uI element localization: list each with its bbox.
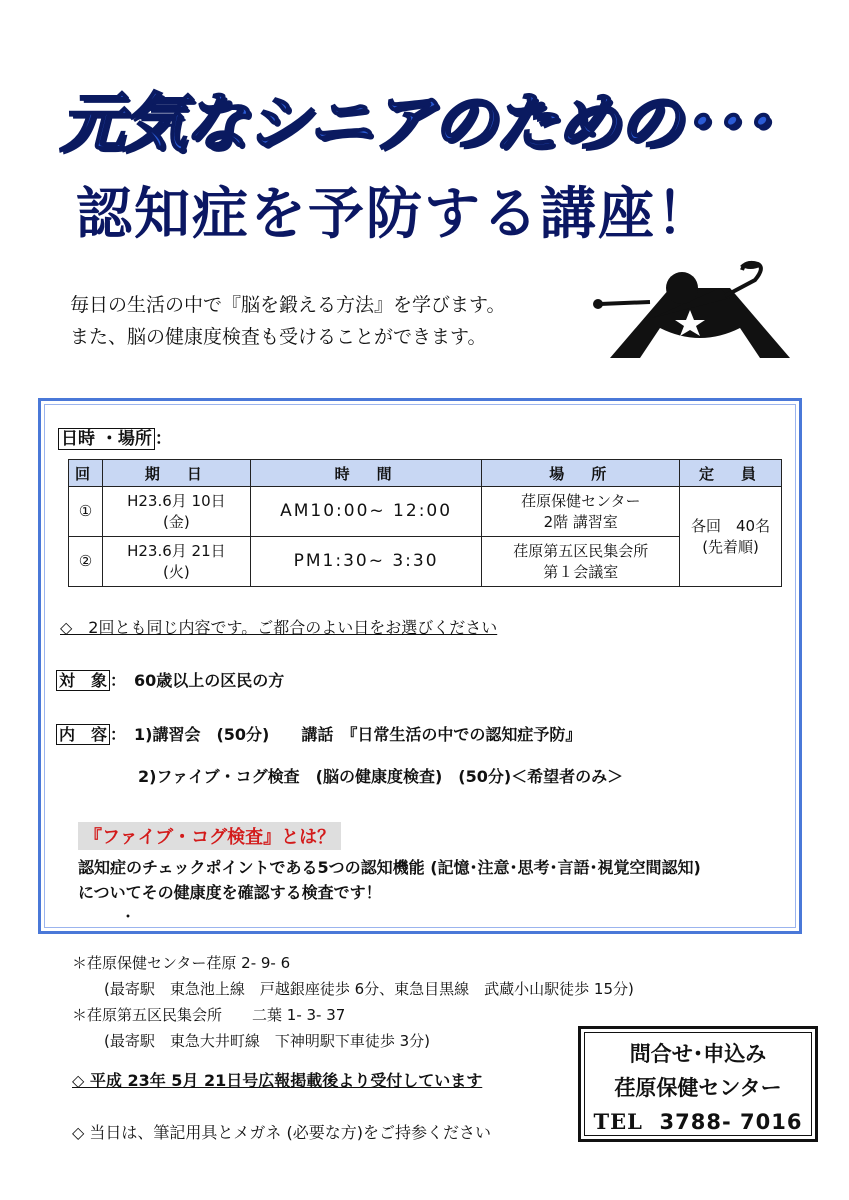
session-place [482,487,680,537]
header-place: 場 所 [482,460,680,487]
round-number: ② [69,537,103,587]
contact-phone [581,1105,815,1139]
tel-number: 3788‐ 7016 [659,1110,803,1134]
table-row [69,537,782,587]
session-place-line2: 2階 講習室 [543,512,618,531]
same-content-note: ◇ 2回とも同じ内容です。ご都合のよい日をお選びください [60,618,498,637]
session-time: PM1:30~ 3:30 [250,537,482,587]
fivecog-description-2: についてその健康度を確認する検査です！ [78,883,382,902]
header-time: 時 間 [250,460,482,487]
capacity-cell [680,487,782,587]
when-where-heading [58,424,172,449]
capacity-line1: 各回 40名 [691,516,771,535]
when-where-label: 日時 ・場所 [58,428,155,450]
contact-box [578,1026,818,1142]
contact-organization: 荏原保健センター [614,1076,782,1100]
table-row [69,487,782,537]
content-row-2: 2)ファイブ・コグ検査 (脳の健康度検査) (50分)＜希望者のみ＞ [138,767,624,786]
when-where-colon: ： [154,429,172,449]
session-date-line2: (火) [162,562,190,581]
access-hall-station: (最寄駅 東急大井町線 下神明駅下車徒歩 3分) [104,1032,431,1050]
capacity-line2: (先着順) [702,537,759,556]
target-row [56,668,284,691]
session-place [482,537,680,587]
reception-note: ◇ 平成 23年 5月 21日号広報掲載後より受付しています [72,1071,483,1090]
access-hall-address: ＊荏原第五区民集会所 二葉 1‐ 3‐ 37 [72,1006,346,1024]
tel-label: TEL [593,1109,643,1134]
intro-line-1: 毎日の生活の中で『脳を鍛える方法』を学びます。 [70,294,506,316]
access-center-address: ＊荏原保健センター荏原 2‐ 9‐ 6 [72,954,291,972]
header-capacity: 定 員 [680,460,782,487]
stray-dot: ・ [120,907,137,926]
header-round: 回 [69,460,103,487]
session-place-line1: 荏原保健センター [521,491,641,510]
content-text-1: ： 1)講習会 (50分) 講話 『日常生活の中での認知症予防』 [110,725,582,744]
person-with-star-icon [590,258,790,370]
session-date [102,537,250,587]
header-date: 期 日 [102,460,250,487]
session-place-line2: 第１会議室 [543,562,619,581]
target-label: 対 象 [56,670,110,691]
title-line-1: 元気なシニアのための･･･ [60,87,770,161]
table-header-row [69,460,782,487]
bring-items-note: ◇ 当日は、筆記用具とメガネ (必要な方)をご持参ください [72,1123,491,1142]
contact-heading: 問合せ･申込み [629,1042,767,1066]
session-date-line2: (金) [162,512,190,531]
content-label: 内 容 [56,724,110,745]
session-date-line1: H23.6月 21日 [127,541,226,560]
access-center-station: (最寄駅 東急池上線 戸越銀座徒歩 6分、東急目黒線 武蔵小山駅徒歩 15分) [104,980,634,998]
fivecog-description-1: 認知症のチェックポイントである5つの認知機能 (記憶･注意･思考･言語･視覚空間認知) [78,858,701,877]
session-place-line1: 荏原第五区民集会所 [513,541,649,560]
target-text: ： 60歳以上の区民の方 [110,671,285,690]
round-number: ① [69,487,103,537]
session-date [102,487,250,537]
title-line-2: 認知症を予防する講座！ [76,182,714,247]
session-time: AM10:00~ 12:00 [250,487,482,537]
intro-line-2: また、脳の健康度検査も受けることができます。 [70,326,487,348]
content-row-1 [56,722,581,745]
session-date-line1: H23.6月 10日 [127,491,226,510]
schedule-table [68,459,782,587]
fivecog-heading: 『ファイブ・コグ検査』とは？ [78,822,341,850]
